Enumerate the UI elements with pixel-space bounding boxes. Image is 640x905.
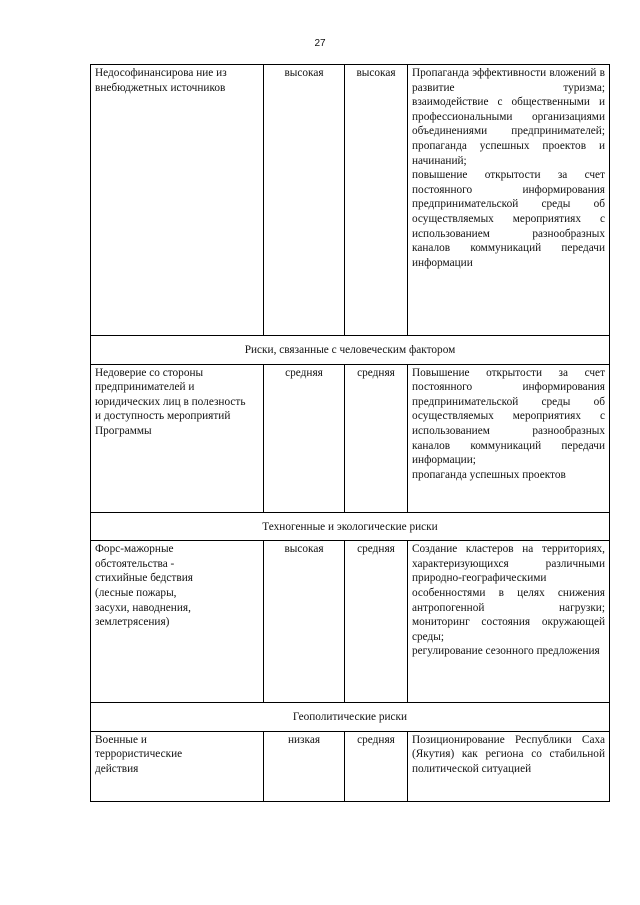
section-title: Геополитические риски — [91, 703, 610, 732]
measure-item: Повышение открытости за счет постоянного информирования предпринимательской среды об осуществляемых мероприятиях с использованием разнообразных каналов коммуникаций передачи информации; — [412, 366, 605, 467]
section-title: Техногенные и экологические риски — [91, 512, 610, 541]
measure-item: пропаганда успешных проектов — [412, 468, 566, 481]
section-title: Риски, связанные с человеческим фактором — [91, 336, 610, 365]
impact-cell: средняя — [345, 731, 408, 801]
measure-item: Создание кластеров на территориях, характеризующихся различными природно-географическими особенностями в целях снижения антропогенной нагрузки; — [412, 543, 605, 614]
measure-item: мониторинг состояния окружающей среды; — [412, 616, 605, 643]
section-row — [91, 703, 610, 732]
risk-cell: Недоверие со стороны предпринимателей и юридических лиц в полезность и доступность мероприятий Программы — [91, 364, 264, 512]
table-row — [91, 364, 610, 512]
measures-cell — [408, 364, 610, 512]
section-row — [91, 336, 610, 365]
table-row — [91, 731, 610, 801]
risk-cell: Военные и террористические действия — [91, 731, 264, 801]
impact-cell: высокая — [345, 65, 408, 336]
measures-cell — [408, 541, 610, 703]
risk-cell: Недософинансирова ние из внебюджетных источников — [91, 65, 264, 336]
probability-cell: высокая — [264, 65, 345, 336]
section-row — [91, 512, 610, 541]
measure-item: взаимодействие с общественными и профессиональными организациями объединениями предпринимателей; — [412, 96, 605, 138]
table-row — [91, 541, 610, 703]
measure-item: регулирование сезонного предложения — [412, 645, 600, 658]
table-row — [91, 65, 610, 336]
probability-cell: низкая — [264, 731, 345, 801]
risk-table — [90, 64, 610, 802]
measure-item: пропаганда успешных проектов и начинаний; — [412, 139, 605, 167]
page-number: 27 — [314, 38, 326, 49]
probability-cell: средняя — [264, 364, 345, 512]
risk-cell: Форс-мажорные обстоятельства - стихийные бедствия (лесные пожары, засухи, наводнения, землетрясения) — [91, 541, 264, 703]
impact-cell: средняя — [345, 364, 408, 512]
measures-cell — [408, 731, 610, 801]
probability-cell: высокая — [264, 541, 345, 703]
measures-cell — [408, 65, 610, 336]
impact-cell: средняя — [345, 541, 408, 703]
measure-item: Пропаганда эффективности вложений в развитие туризма; — [412, 67, 605, 94]
measure-item: Позиционирование Республики Саха (Якутия) как региона со стабильной политической ситуацией — [412, 733, 605, 775]
measure-item: повышение открытости за счет постоянного информирования предпринимательской среды об осуществляемых мероприятиях с использованием разнообразных каналов коммуникаций передачи информации — [412, 169, 605, 269]
